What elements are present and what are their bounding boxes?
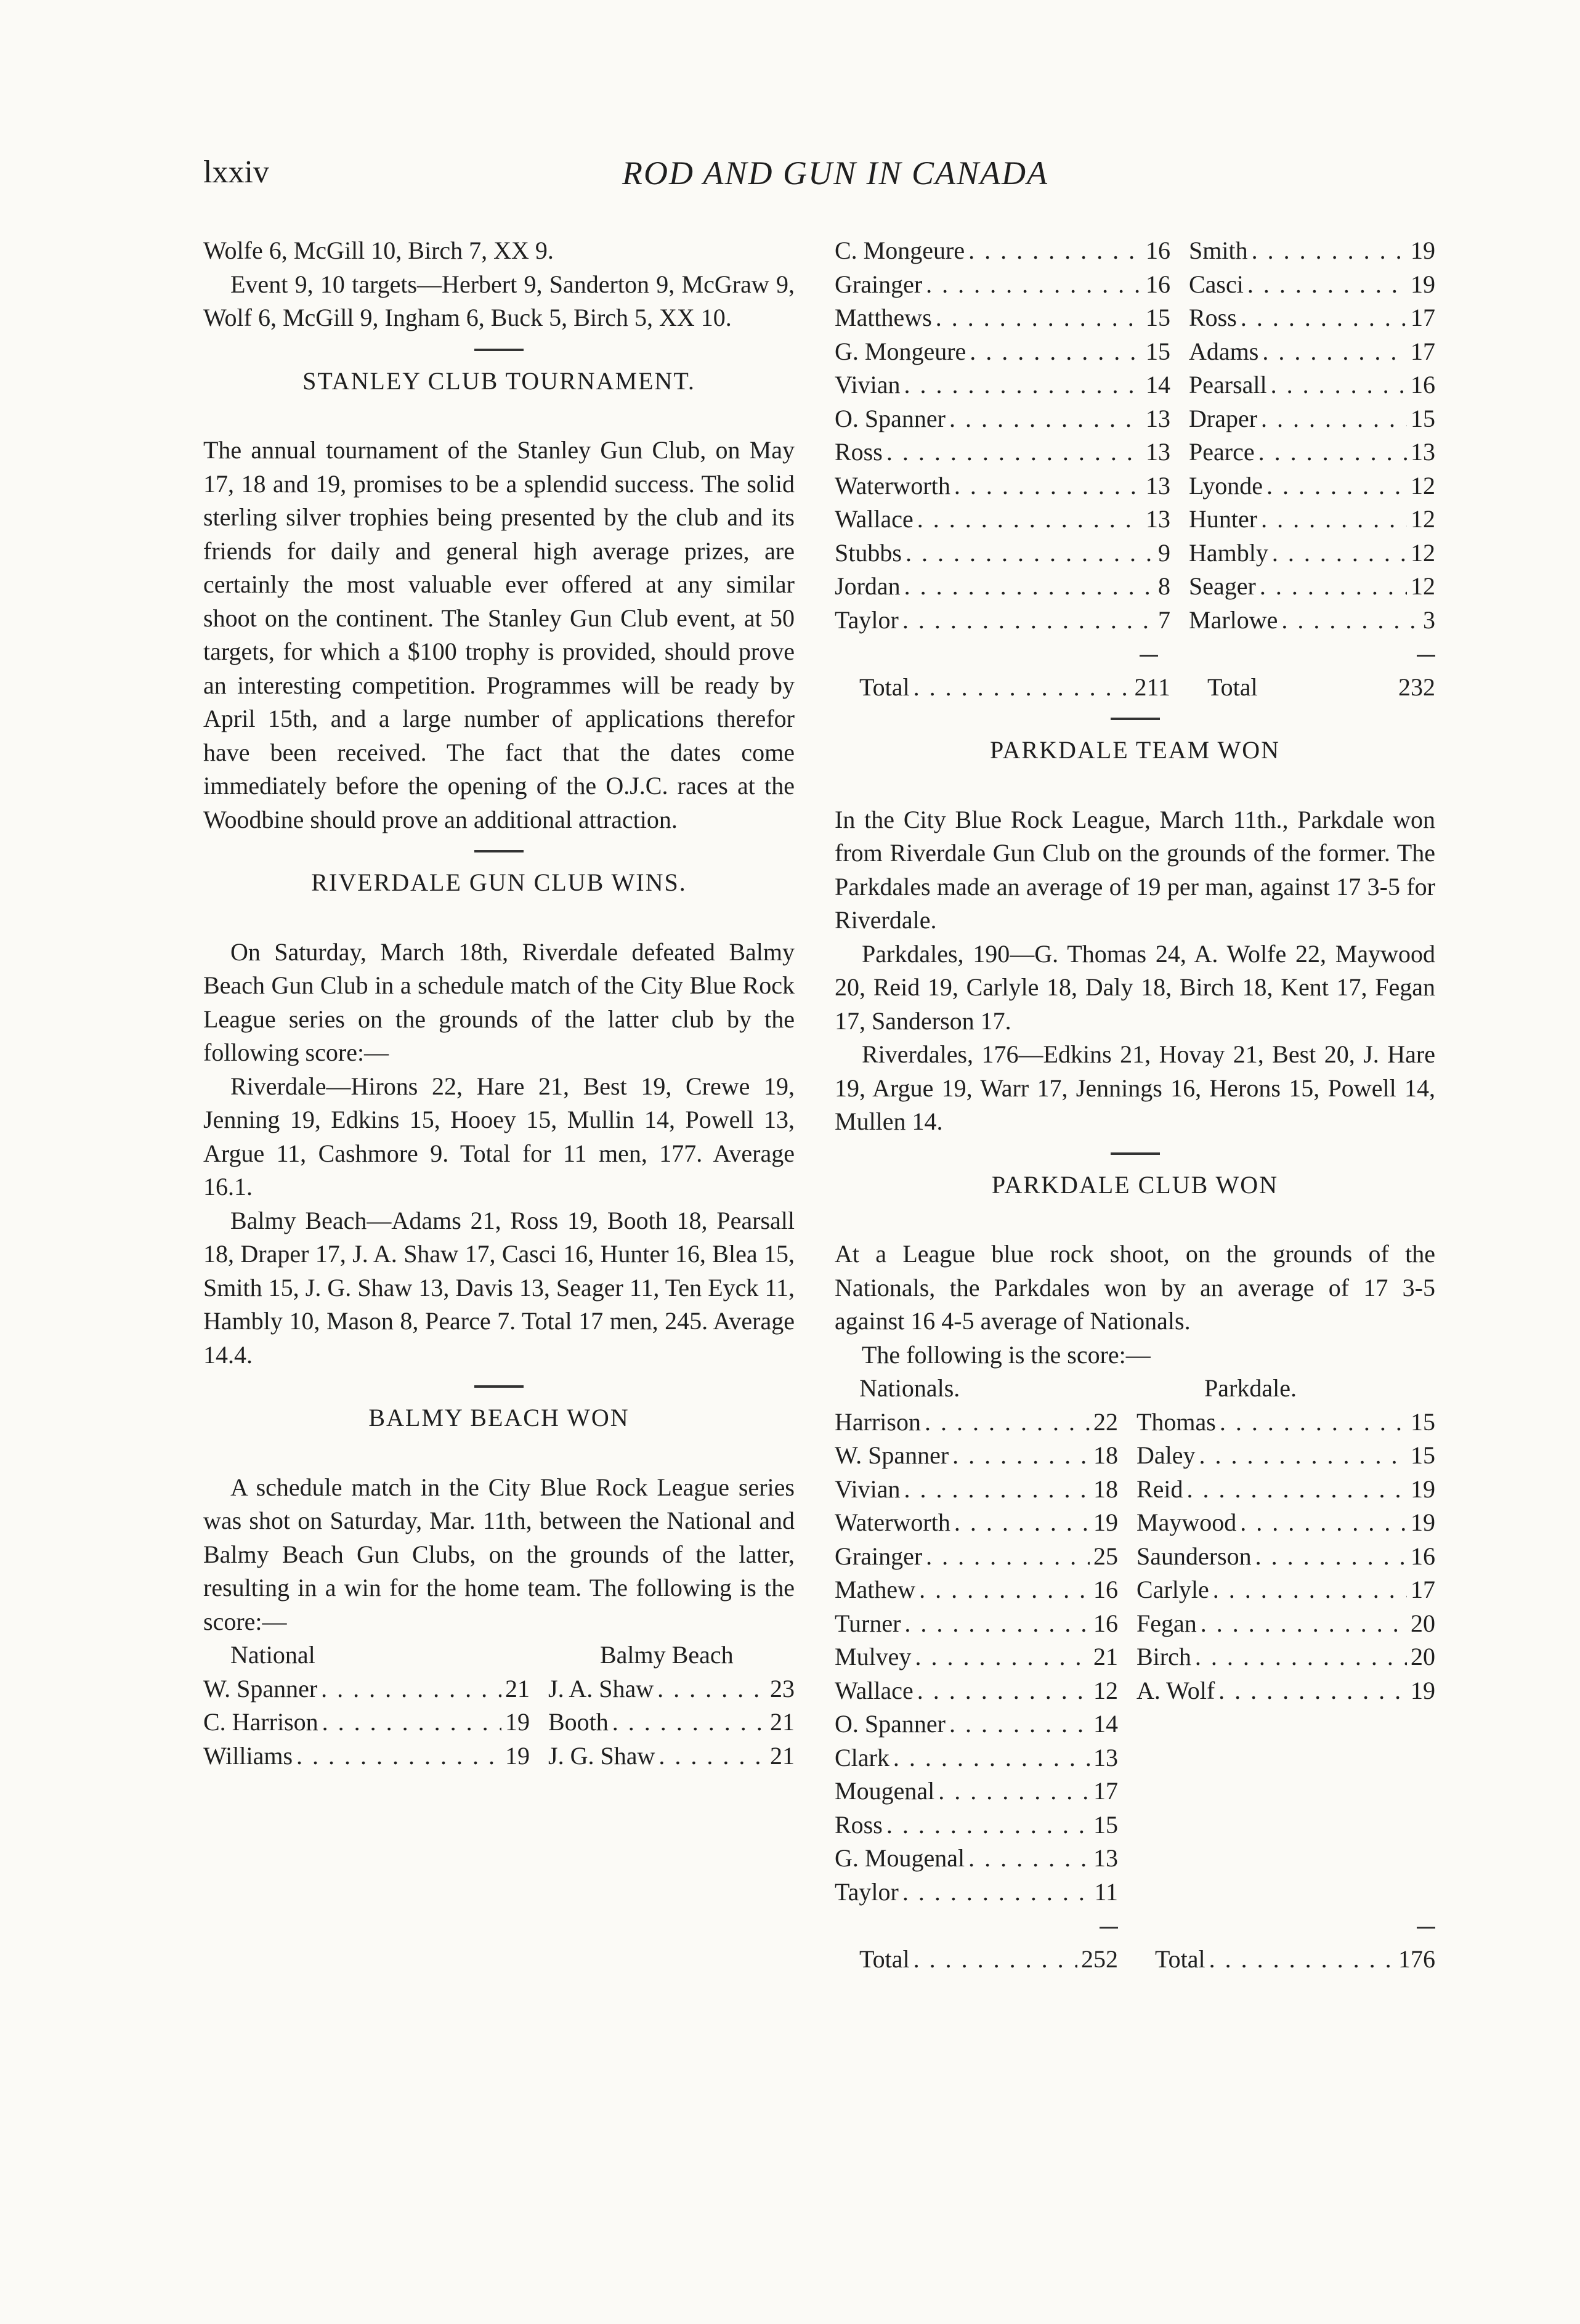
table-row	[835, 1406, 1435, 1439]
table-row	[835, 1573, 1435, 1607]
section-heading: BALMY BEACH WON	[368, 1404, 630, 1431]
shooter-name: W. Spanner	[835, 1441, 949, 1469]
shooter-score: 11	[1094, 1877, 1118, 1906]
table-row	[835, 503, 1435, 536]
shooter-score: 3	[1423, 605, 1435, 634]
table-row	[835, 335, 1435, 369]
shooter-name: Saunderson	[1136, 1542, 1252, 1570]
shooter-score: 19	[1411, 237, 1435, 264]
event-9-results: Event 9, 10 targets—Herbert 9, Sanderton 9, McGraw 9, Wolf 6, McGill 9, Ingham 6, Buck 5, Birch 5, XX 10.	[203, 270, 795, 331]
shooter-score: 16	[1093, 1609, 1118, 1637]
column-heading: Nationals.	[859, 1374, 960, 1402]
shooter-name: Turner	[835, 1609, 901, 1637]
table-row	[835, 1540, 1435, 1574]
total-value: 211	[1134, 673, 1170, 701]
shooter-score: 15	[1411, 1407, 1435, 1436]
shooter-name: Taylor	[835, 1877, 899, 1906]
table-row	[835, 368, 1435, 402]
table-row	[203, 1672, 795, 1706]
shooter-name: Mougenal	[835, 1777, 935, 1805]
shooter-score: 20	[1411, 1609, 1435, 1637]
shooter-name: Birch	[1136, 1643, 1191, 1670]
article-paragraph: Riverdales, 176—Edkins 21, Hovay 21, Best 20, J. Hare 19, Argue 19, Warr 17, Jennings 16, Herons 15, Powell 14, Mullen 14.	[835, 1040, 1435, 1135]
shooter-name: G. Mougenal	[835, 1844, 965, 1872]
shooter-score: 18	[1093, 1441, 1118, 1469]
table-row	[835, 1876, 1435, 1909]
shooter-name: Pearce	[1189, 438, 1255, 466]
score-table-header	[835, 1372, 1435, 1406]
article-paragraph: Riverdale—Hirons 22, Hare 21, Best 19, Crewe 19, Jenning 19, Edkins 15, Hooey 15, Mullin 14, Powell 13, Argue 11, Cashmore 9. Total for 11 men, 177. Average 16.1.	[203, 1072, 795, 1200]
section-divider	[1111, 1152, 1160, 1155]
shooter-name: O. Spanner	[835, 1710, 946, 1738]
shooter-name: Daley	[1136, 1441, 1196, 1469]
shooter-score: 19	[1093, 1508, 1118, 1536]
score-table	[203, 1672, 795, 1773]
shooter-name: Carlyle	[1136, 1576, 1209, 1603]
shooter-name: Wallace	[835, 1676, 914, 1704]
shooter-score: 15	[1093, 1810, 1118, 1839]
shooter-score: 19	[1411, 1508, 1435, 1536]
total-label: Total	[859, 673, 910, 701]
shooter-name: Mulvey	[835, 1643, 912, 1670]
shooter-name: Grainger	[835, 270, 923, 298]
shooter-name: Casci	[1189, 270, 1244, 298]
table-row	[835, 604, 1435, 638]
shooter-score: 21	[770, 1741, 795, 1770]
table-row	[835, 1707, 1435, 1741]
shooter-score: 13	[1093, 1743, 1118, 1771]
shooter-name: Smith	[1189, 237, 1248, 264]
shooter-score: 18	[1093, 1475, 1118, 1503]
shooter-name: O. Spanner	[835, 404, 946, 432]
shooter-name: Mathew	[835, 1576, 916, 1603]
table-row	[835, 1473, 1435, 1507]
shooter-score: 19	[505, 1708, 530, 1736]
shooter-name: G. Mongeure	[835, 337, 966, 365]
shooter-name: Grainger	[835, 1542, 923, 1570]
table-row	[835, 469, 1435, 503]
article-paragraph: The annual tournament of the Stanley Gun Club, on May 17, 18 and 19, promises to be a splendid success. The solid sterling silver trophies being presented by the club and its friends for daily and general high average prizes, are certainly the most valuable ever offered at any similar shoot on the continent. The Stanley Gun Club event, at 50 targets, for which a $100 trophy is provided, should prove an interesting competition. Programmes will be ready by April 15th, and a large number of applications therefor have been received. The fact that the dates come immediately before the opening of the O.J.C. races at the Woodbine should prove an additional attraction.	[203, 436, 795, 833]
shooter-score: 16	[1411, 371, 1435, 399]
shooter-name: Seager	[1189, 572, 1256, 600]
shooter-name: Reid	[1136, 1475, 1183, 1503]
total-rule-row	[835, 637, 1435, 671]
article-paragraph: Balmy Beach—Adams 21, Ross 19, Booth 18, Pearsall 18, Draper 17, J. A. Shaw 17, Casci 16, Hunter 16, Blea 15, Smith 15, J. G. Shaw 13, Davis 13, Seager 11, Ten Eyck 11, Hambly 10, Mason 8, Pearce 7. Total 17 men, 245. Average 14.4.	[203, 1206, 795, 1369]
shooter-name: Clark	[835, 1743, 889, 1771]
article-paragraph: At a League blue rock shoot, on the grounds of the Nationals, the Parkdales won by an average of 17 3-5 against 16 4-5 average of Nationals.	[835, 1240, 1435, 1335]
section-divider	[1111, 718, 1160, 720]
column-heading: Parkdale.	[1204, 1374, 1297, 1402]
shooter-score: 12	[1093, 1676, 1118, 1704]
right-column	[835, 234, 1435, 1976]
shooter-name: Taylor	[835, 605, 899, 634]
shooter-name: Waterworth	[835, 1508, 950, 1536]
article-paragraph: In the City Blue Rock League, March 11th., Parkdale won from Riverdale Gun Club on the grounds of the former. The Parkdales made an average of 19 per man, against 17 3-5 for Riverdale.	[835, 805, 1435, 934]
shooter-score: 25	[1093, 1542, 1118, 1570]
score-table-solo	[835, 1707, 1435, 1909]
column-heading: Balmy Beach	[600, 1641, 734, 1669]
table-row	[835, 1439, 1435, 1473]
article-paragraph: The following is the score:—	[862, 1340, 1151, 1369]
shooter-score: 13	[1093, 1844, 1118, 1872]
shooter-name: Marlowe	[1189, 605, 1278, 634]
shooter-name: Vivian	[835, 371, 901, 399]
shooter-score: 17	[1411, 1576, 1435, 1603]
shooter-name: A. Wolf	[1136, 1676, 1215, 1704]
table-row	[835, 435, 1435, 469]
total-label: Total	[1207, 673, 1258, 701]
shooter-name: Harrison	[835, 1407, 921, 1436]
shooter-score: 12	[1411, 505, 1435, 533]
shooter-name: Ross	[835, 438, 883, 466]
shooter-score: 20	[1411, 1643, 1435, 1670]
left-column	[203, 234, 795, 1773]
shooter-score: 19	[1411, 1475, 1435, 1503]
table-row	[835, 268, 1435, 302]
article-paragraph: Parkdales, 190—G. Thomas 24, A. Wolfe 22, Maywood 20, Reid 19, Carlyle 18, Daly 18, Birch 18, Kent 17, Fegan 17, Sanderson 17.	[835, 939, 1435, 1035]
shooter-score: 13	[1146, 404, 1170, 432]
shooter-name: Pearsall	[1189, 371, 1267, 399]
table-row	[203, 1739, 795, 1773]
shooter-score: 22	[1093, 1407, 1118, 1436]
section-divider	[474, 349, 524, 351]
table-row	[835, 1842, 1435, 1876]
total-label: Total	[859, 1945, 910, 1973]
shooter-name: Jordan	[835, 572, 901, 600]
shooter-name: Draper	[1189, 404, 1258, 432]
table-row	[835, 234, 1435, 268]
shooter-name: J. A. Shaw	[548, 1674, 654, 1703]
shooter-score: 15	[1146, 337, 1170, 365]
total-row	[835, 671, 1435, 705]
total-value: 176	[1398, 1945, 1435, 1973]
shooter-score: 9	[1158, 538, 1170, 567]
total-row	[835, 1943, 1435, 1977]
table-row	[835, 570, 1435, 604]
shooter-score: 16	[1146, 237, 1170, 264]
table-row	[835, 1775, 1435, 1808]
shooter-score: 17	[1093, 1777, 1118, 1805]
total-rule-row	[835, 1909, 1435, 1943]
table-row	[835, 536, 1435, 570]
shooter-name: C. Mongeure	[835, 237, 965, 264]
shooter-score: 8	[1158, 572, 1170, 600]
shooter-score: 13	[1411, 438, 1435, 466]
shooter-name: Matthews	[835, 304, 932, 331]
shooter-score: 13	[1146, 438, 1170, 466]
column-heading: National	[230, 1641, 315, 1669]
shooter-score: 16	[1093, 1576, 1118, 1603]
shooter-score: 19	[1411, 270, 1435, 298]
total-label: Total	[1155, 1945, 1205, 1973]
article-paragraph: A schedule match in the City Blue Rock League series was shot on Saturday, Mar. 11th, between the National and Balmy Beach Gun Clubs, on the grounds of the latter, resulting in a win for the home team. The following is the score:—	[203, 1473, 795, 1635]
shooter-name: Maywood	[1136, 1508, 1237, 1536]
shooter-name: Stubbs	[835, 538, 902, 567]
shooter-name: Lyonde	[1189, 471, 1263, 500]
shooter-score: 17	[1411, 304, 1435, 331]
section-heading: PARKDALE CLUB WON	[991, 1170, 1279, 1199]
shooter-score: 13	[1146, 471, 1170, 500]
shooter-score: 17	[1411, 337, 1435, 365]
table-row	[835, 301, 1435, 335]
section-heading: RIVERDALE GUN CLUB WINS.	[311, 868, 687, 896]
shooter-score: 21	[505, 1674, 530, 1703]
shooter-name: Williams	[203, 1741, 293, 1770]
shooter-score: 23	[770, 1674, 795, 1703]
table-row	[835, 1741, 1435, 1775]
shooter-score: 21	[770, 1708, 795, 1736]
shooter-score: 12	[1411, 471, 1435, 500]
score-table-header	[203, 1638, 795, 1672]
score-table	[835, 1406, 1435, 1708]
table-row	[835, 1506, 1435, 1540]
shooter-name: J. G. Shaw	[548, 1741, 655, 1770]
section-divider	[474, 1385, 524, 1388]
table-row	[835, 402, 1435, 436]
shooter-name: Thomas	[1136, 1407, 1216, 1436]
shooter-score: 16	[1146, 270, 1170, 298]
shooter-name: Fegan	[1136, 1609, 1197, 1637]
shooter-score: 19	[505, 1741, 530, 1770]
shooter-name: Ross	[1189, 304, 1237, 331]
shooter-name: C. Harrison	[203, 1708, 318, 1736]
shooter-name: W. Spanner	[203, 1674, 318, 1703]
shooter-name: Booth	[548, 1708, 609, 1736]
shooter-score: 14	[1146, 371, 1170, 399]
shooter-score: 15	[1411, 404, 1435, 432]
total-value: 232	[1398, 673, 1435, 701]
article-paragraph: On Saturday, March 18th, Riverdale defeated Balmy Beach Gun Club in a schedule match of the City Blue Rock League series on the grounds of the latter club by the following score:—	[203, 937, 795, 1066]
table-row	[835, 1607, 1435, 1641]
table-row	[835, 1808, 1435, 1842]
shooter-score: 12	[1411, 538, 1435, 567]
shooter-name: Hambly	[1189, 538, 1268, 567]
table-row	[203, 1706, 795, 1739]
shooter-score: 12	[1411, 572, 1435, 600]
page-header	[203, 154, 1429, 209]
shooter-name: Vivian	[835, 1475, 901, 1503]
section-heading: STANLEY CLUB TOURNAMENT.	[302, 366, 695, 395]
shooter-score: 7	[1158, 605, 1170, 634]
shooter-score: 16	[1411, 1542, 1435, 1570]
section-heading: PARKDALE TEAM WON	[989, 736, 1281, 764]
table-row	[835, 1674, 1435, 1708]
score-table-continued	[835, 234, 1435, 637]
shooter-name: Hunter	[1189, 505, 1258, 533]
section-divider	[474, 850, 524, 852]
shooter-score: 13	[1146, 505, 1170, 533]
shooter-score: 21	[1093, 1643, 1118, 1670]
shooter-name: Wallace	[835, 505, 914, 533]
page-number: lxxiv	[203, 155, 269, 190]
shooter-score: 14	[1093, 1710, 1118, 1738]
shooter-score: 15	[1411, 1441, 1435, 1469]
continued-line: Wolfe 6, McGill 10, Birch 7, XX 9.	[203, 237, 554, 264]
total-value: 252	[1081, 1945, 1118, 1973]
table-row	[835, 1640, 1435, 1674]
shooter-score: 15	[1146, 304, 1170, 331]
running-title: ROD AND GUN IN CANADA	[622, 155, 1049, 192]
shooter-name: Waterworth	[835, 471, 950, 500]
shooter-name: Ross	[835, 1810, 883, 1839]
shooter-name: Adams	[1189, 337, 1259, 365]
shooter-score: 19	[1411, 1676, 1435, 1704]
